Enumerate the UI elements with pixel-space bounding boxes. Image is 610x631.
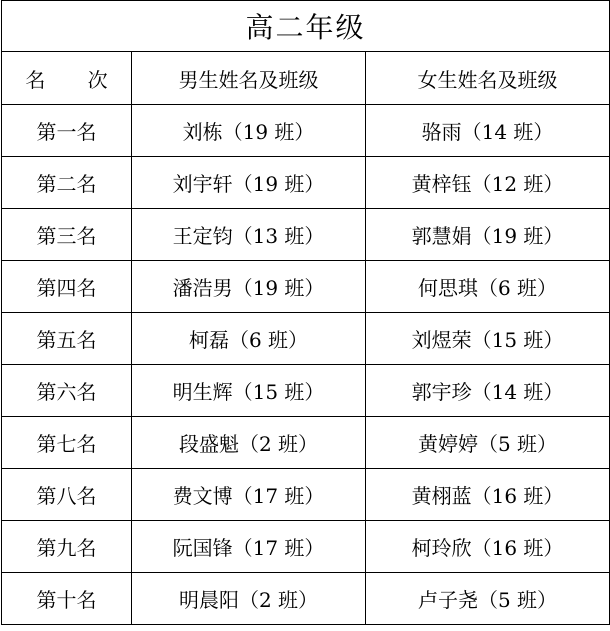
female-cell: 郭宇珍（14 班） [366,365,610,417]
female-cell: 柯玲欣（16 班） [366,521,610,573]
rank-cell: 第四名 [2,261,132,313]
rank-column-header: 名 次 [2,52,132,105]
rank-cell: 第五名 [2,313,132,365]
table-row [2,365,610,417]
title-row [2,1,610,52]
rank-cell: 第十名 [2,573,132,625]
rank-cell: 第三名 [2,209,132,261]
rank-cell: 第二名 [2,157,132,209]
female-cell: 何思琪（6 班） [366,261,610,313]
female-cell: 骆雨（14 班） [366,105,610,157]
female-cell: 黄栩蓝（16 班） [366,469,610,521]
rank-cell: 第八名 [2,469,132,521]
table-title: 高二年级 [2,1,610,52]
table-row [2,521,610,573]
table-row [2,261,610,313]
female-cell: 黄婷婷（5 班） [366,417,610,469]
table-row [2,105,610,157]
rank-cell: 第九名 [2,521,132,573]
table-row [2,313,610,365]
table-row [2,573,610,625]
female-cell: 黄梓钰（12 班） [366,157,610,209]
ranking-table [1,0,610,625]
male-cell: 费文博（17 班） [132,469,366,521]
male-cell: 明晨阳（2 班） [132,573,366,625]
female-cell: 刘煜荣（15 班） [366,313,610,365]
male-cell: 刘宇轩（19 班） [132,157,366,209]
male-cell: 明生辉（15 班） [132,365,366,417]
male-cell: 柯磊（6 班） [132,313,366,365]
male-cell: 刘栋（19 班） [132,105,366,157]
table-row [2,417,610,469]
rank-cell: 第一名 [2,105,132,157]
rank-cell: 第七名 [2,417,132,469]
header-row [2,52,610,105]
table-row [2,209,610,261]
female-column-header: 女生姓名及班级 [366,52,610,105]
female-cell: 郭慧娟（19 班） [366,209,610,261]
rank-cell: 第六名 [2,365,132,417]
table-row [2,157,610,209]
male-column-header: 男生姓名及班级 [132,52,366,105]
male-cell: 阮国锋（17 班） [132,521,366,573]
table-row [2,469,610,521]
male-cell: 王定钧（13 班） [132,209,366,261]
female-cell: 卢子尧（5 班） [366,573,610,625]
male-cell: 潘浩男（19 班） [132,261,366,313]
male-cell: 段盛魁（2 班） [132,417,366,469]
